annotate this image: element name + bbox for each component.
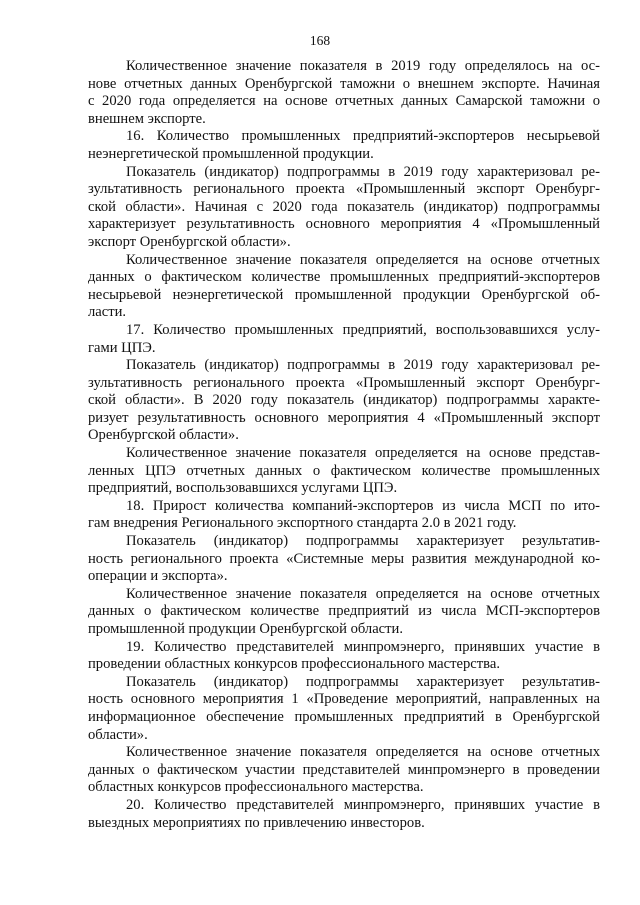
paragraph <box>88 498 600 533</box>
text-line: неэнергетической промышленной продукции. <box>88 145 374 162</box>
text-line: ризует результативность основного мероприятия 4 «Промышленный экспорт <box>88 409 600 426</box>
text-line: характеризует результативность основного мероприятия 4 «Промышленный <box>88 216 600 233</box>
paragraph <box>88 58 600 128</box>
paragraph <box>88 744 600 797</box>
text-line: проведении областных конкурсов профессионального мастерства. <box>88 656 500 673</box>
text-line: зультативность регионального проекта «Промышленный экспорт Оренбург- <box>88 181 600 198</box>
text-line: нове отчетных данных Оренбургской таможни о внешнем экспорте. Начиная <box>88 75 600 92</box>
paragraph <box>88 797 600 832</box>
text-line: промышленной продукции Оренбургской области. <box>88 621 403 637</box>
text-line: Количественное значение показателя определяется на основе отчетных <box>126 251 600 268</box>
paragraph <box>88 533 600 586</box>
paragraph <box>88 674 600 744</box>
text-line: 19. Количество представителей минпромэнерго, принявших участие в <box>126 638 600 655</box>
text-line: 18. Прирост количества компаний-экспортеров из числа МСП по ито- <box>126 497 600 514</box>
text-line: Показатель (индикатор) подпрограммы характеризует результатив- <box>126 533 600 550</box>
text-line: данных о фактическом участии представителей минпромэнерго в проведении <box>88 761 600 778</box>
text-line: гам внедрения Регионального экспортного стандарта 2.0 в 2021 году. <box>88 515 517 532</box>
text-line: экспорт Оренбургской области». <box>88 233 291 250</box>
text-line: ленных ЦПЭ отчетных данных о фактическом количестве промышленных <box>88 462 600 479</box>
text-line: ность регионального проекта «Системные меры развития международной ко- <box>88 550 600 567</box>
text-line: Показатель (индикатор) подпрограммы в 2019 году характеризовал ре- <box>126 163 600 180</box>
text-line: с 2020 года определяется на основе отчетных данных Самарской таможни о <box>88 93 600 110</box>
text-line: ласти. <box>88 304 127 321</box>
text-line: ность основного мероприятия 1 «Проведение мероприятий, направленных на <box>88 691 600 708</box>
paragraph <box>88 128 600 163</box>
document-body <box>88 58 600 832</box>
text-line: Показатель (индикатор) подпрограммы характеризует результатив- <box>126 673 600 690</box>
text-line: предприятий, воспользовавшихся услугами ЦПЭ. <box>88 480 398 497</box>
paragraph <box>88 445 600 498</box>
text-line: ской области». Начиная с 2020 года показатель (индикатор) подпрограммы <box>88 198 600 215</box>
text-line: внешнем экспорте. <box>88 110 206 127</box>
text-line: данных о фактическом количестве предприятий из числа МСП-экспортеров <box>88 603 600 620</box>
paragraph <box>88 164 600 252</box>
page-number: 168 <box>309 33 331 48</box>
text-line: Оренбургской области». <box>88 427 239 444</box>
text-line: выездных мероприятиях по привлечению инвесторов. <box>88 814 425 831</box>
text-line: данных о фактическом количестве промышленных предприятий-экспортеров <box>88 269 600 286</box>
text-line: Показатель (индикатор) подпрограммы в 2019 году характеризовал ре- <box>126 357 600 374</box>
paragraph <box>88 639 600 674</box>
text-line: Количественное значение показателя определяется на основе отчетных <box>126 744 600 761</box>
text-line: Количественное значение показателя определяется на основе отчетных <box>126 585 600 602</box>
text-line: 16. Количество промышленных предприятий-экспортеров несырьевой <box>126 128 600 145</box>
paragraph <box>88 357 600 445</box>
text-line: зультативность регионального проекта «Промышленный экспорт Оренбург- <box>88 374 600 391</box>
paragraph <box>88 252 600 322</box>
text-line: 17. Количество промышленных предприятий, воспользовавшихся услу- <box>126 321 600 338</box>
paragraph <box>88 322 600 357</box>
text-line: Количественное значение показателя в 2019 году определялось на ос- <box>126 58 600 74</box>
text-line: 20. Количество представителей минпромэнерго, принявших участие в <box>126 796 600 813</box>
text-line: гами ЦПЭ. <box>88 339 156 356</box>
text-line: информационное обеспечение промышленных предприятий в Оренбургской <box>88 708 600 725</box>
text-line: Количественное значение показателя определяется на основе представ- <box>126 445 600 462</box>
paragraph <box>88 586 600 639</box>
text-line: ской области». В 2020 году показатель (индикатор) подпрограммы характе- <box>88 392 600 409</box>
text-line: областных конкурсов профессионального мастерства. <box>88 779 424 796</box>
text-line: операции и экспорта». <box>88 568 228 585</box>
text-line: области». <box>88 726 148 743</box>
text-line: несырьевой неэнергетической промышленной продукции Оренбургской об- <box>88 286 600 303</box>
